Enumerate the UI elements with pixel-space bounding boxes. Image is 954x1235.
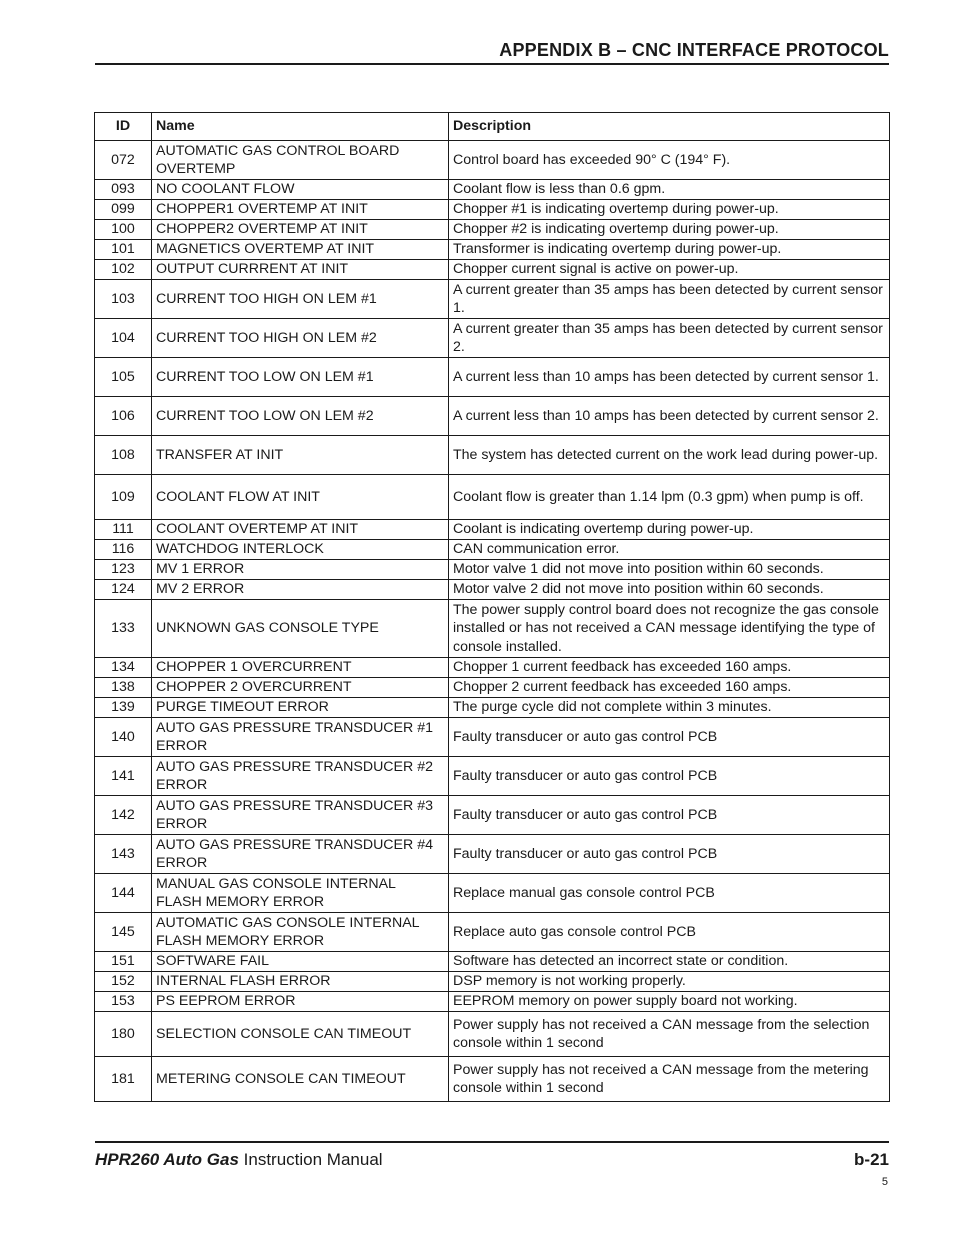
table-row xyxy=(95,180,890,200)
code-id-cell: 104 xyxy=(95,319,152,358)
code-description-cell: A current greater than 35 amps has been detected by current sensor 1. xyxy=(449,280,890,319)
code-name-cell: CURRENT TOO HIGH ON LEM #2 xyxy=(152,319,449,358)
code-description-cell: Transformer is indicating overtemp during power-up. xyxy=(449,240,890,260)
code-id-cell: 151 xyxy=(95,952,152,972)
table-row xyxy=(95,397,890,436)
code-id-cell: 134 xyxy=(95,658,152,678)
code-name-cell: CHOPPER2 OVERTEMP AT INIT xyxy=(152,220,449,240)
code-name-cell: MANUAL GAS CONSOLE INTERNAL FLASH MEMORY ERROR xyxy=(152,874,449,913)
table-row xyxy=(95,913,890,952)
code-name-cell: AUTOMATIC GAS CONTROL BOARD OVERTEMP xyxy=(152,141,449,180)
code-name-cell: AUTO GAS PRESSURE TRANSDUCER #4 ERROR xyxy=(152,835,449,874)
code-id-cell: 133 xyxy=(95,600,152,658)
code-name-cell: UNKNOWN GAS CONSOLE TYPE xyxy=(152,600,449,658)
table-row xyxy=(95,796,890,835)
code-name-cell: COOLANT OVERTEMP AT INIT xyxy=(152,520,449,540)
code-id-cell: 144 xyxy=(95,874,152,913)
footer-page-label: b-21 xyxy=(854,1150,889,1169)
code-description-cell: DSP memory is not working properly. xyxy=(449,972,890,992)
code-name-cell: PS EEPROM ERROR xyxy=(152,992,449,1012)
code-description-cell: Coolant is indicating overtemp during power-up. xyxy=(449,520,890,540)
table-row xyxy=(95,358,890,397)
code-id-cell: 124 xyxy=(95,580,152,600)
code-description-cell: Power supply has not received a CAN message from the metering console within 1 second xyxy=(449,1057,890,1102)
table-row xyxy=(95,280,890,319)
table-row xyxy=(95,952,890,972)
code-name-cell: NO COOLANT FLOW xyxy=(152,180,449,200)
table-row xyxy=(95,240,890,260)
code-description-cell: Software has detected an incorrect state or condition. xyxy=(449,952,890,972)
code-description-cell: EEPROM memory on power supply board not working. xyxy=(449,992,890,1012)
code-description-cell: Control board has exceeded 90° C (194° F). xyxy=(449,141,890,180)
code-id-cell: 072 xyxy=(95,141,152,180)
page-header-title: APPENDIX B – CNC INTERFACE PROTOCOL xyxy=(499,40,889,60)
code-name-cell: WATCHDOG INTERLOCK xyxy=(152,540,449,560)
table-row xyxy=(95,835,890,874)
code-name-cell: CURRENT TOO HIGH ON LEM #1 xyxy=(152,280,449,319)
table-row xyxy=(95,600,890,658)
code-name-cell: CHOPPER 1 OVERCURRENT xyxy=(152,658,449,678)
table-row xyxy=(95,560,890,580)
code-description-cell: Motor valve 2 did not move into position within 60 seconds. xyxy=(449,580,890,600)
code-name-cell: MV 1 ERROR xyxy=(152,560,449,580)
code-description-cell: A current greater than 35 amps has been detected by current sensor 2. xyxy=(449,319,890,358)
code-id-cell: 180 xyxy=(95,1012,152,1057)
code-description-cell: Replace manual gas console control PCB xyxy=(449,874,890,913)
code-id-cell: 152 xyxy=(95,972,152,992)
code-name-cell: COOLANT FLOW AT INIT xyxy=(152,475,449,520)
code-id-cell: 116 xyxy=(95,540,152,560)
table-row xyxy=(95,874,890,913)
column-header-id: ID xyxy=(95,113,152,141)
code-id-cell: 153 xyxy=(95,992,152,1012)
table-row xyxy=(95,520,890,540)
table-row xyxy=(95,698,890,718)
table-row xyxy=(95,1012,890,1057)
code-id-cell: 143 xyxy=(95,835,152,874)
column-header-name: Name xyxy=(152,113,449,141)
code-id-cell: 103 xyxy=(95,280,152,319)
table-row xyxy=(95,475,890,520)
code-id-cell: 100 xyxy=(95,220,152,240)
code-description-cell: Motor valve 1 did not move into position within 60 seconds. xyxy=(449,560,890,580)
code-id-cell: 102 xyxy=(95,260,152,280)
code-name-cell: SOFTWARE FAIL xyxy=(152,952,449,972)
code-description-cell: Coolant flow is less than 0.6 gpm. xyxy=(449,180,890,200)
code-id-cell: 142 xyxy=(95,796,152,835)
code-name-cell: PURGE TIMEOUT ERROR xyxy=(152,698,449,718)
sheet-number: 5 xyxy=(881,1176,888,1188)
code-description-cell: A current less than 10 amps has been detected by current sensor 1. xyxy=(449,358,890,397)
code-id-cell: 139 xyxy=(95,698,152,718)
table-row xyxy=(95,200,890,220)
error-code-table xyxy=(94,112,890,1102)
table-row xyxy=(95,718,890,757)
code-id-cell: 093 xyxy=(95,180,152,200)
table-row xyxy=(95,220,890,240)
code-id-cell: 101 xyxy=(95,240,152,260)
table-row xyxy=(95,972,890,992)
code-name-cell: SELECTION CONSOLE CAN TIMEOUT xyxy=(152,1012,449,1057)
code-id-cell: 138 xyxy=(95,678,152,698)
table-row xyxy=(95,436,890,475)
footer-manual-title xyxy=(95,1150,383,1170)
footer-rule xyxy=(95,1141,889,1143)
code-name-cell: AUTO GAS PRESSURE TRANSDUCER #2 ERROR xyxy=(152,757,449,796)
code-description-cell: The purge cycle did not complete within 3 minutes. xyxy=(449,698,890,718)
code-description-cell: Coolant flow is greater than 1.14 lpm (0.3 gpm) when pump is off. xyxy=(449,475,890,520)
code-name-cell: AUTOMATIC GAS CONSOLE INTERNAL FLASH MEMORY ERROR xyxy=(152,913,449,952)
code-name-cell: OUTPUT CURRRENT AT INIT xyxy=(152,260,449,280)
code-name-cell: MAGNETICS OVERTEMP AT INIT xyxy=(152,240,449,260)
code-description-cell: Chopper #2 is indicating overtemp during power-up. xyxy=(449,220,890,240)
code-id-cell: 106 xyxy=(95,397,152,436)
code-name-cell: INTERNAL FLASH ERROR xyxy=(152,972,449,992)
table-header-row xyxy=(95,113,890,141)
code-id-cell: 140 xyxy=(95,718,152,757)
table-row xyxy=(95,658,890,678)
code-id-cell: 099 xyxy=(95,200,152,220)
code-description-cell: CAN communication error. xyxy=(449,540,890,560)
header-rule xyxy=(95,63,889,65)
code-name-cell: CURRENT TOO LOW ON LEM #2 xyxy=(152,397,449,436)
code-name-cell: METERING CONSOLE CAN TIMEOUT xyxy=(152,1057,449,1102)
code-description-cell: Faulty transducer or auto gas control PCB xyxy=(449,718,890,757)
code-id-cell: 181 xyxy=(95,1057,152,1102)
code-description-cell: Power supply has not received a CAN message from the selection console within 1 second xyxy=(449,1012,890,1057)
table-row xyxy=(95,757,890,796)
code-id-cell: 109 xyxy=(95,475,152,520)
table-row xyxy=(95,141,890,180)
code-description-cell: Chopper #1 is indicating overtemp during power-up. xyxy=(449,200,890,220)
table-row xyxy=(95,678,890,698)
code-description-cell: Chopper 2 current feedback has exceeded 160 amps. xyxy=(449,678,890,698)
footer-product-name: HPR260 Auto Gas xyxy=(95,1150,239,1169)
table-row xyxy=(95,319,890,358)
code-name-cell: CHOPPER1 OVERTEMP AT INIT xyxy=(152,200,449,220)
code-id-cell: 145 xyxy=(95,913,152,952)
code-description-cell: Chopper 1 current feedback has exceeded 160 amps. xyxy=(449,658,890,678)
code-name-cell: MV 2 ERROR xyxy=(152,580,449,600)
code-id-cell: 123 xyxy=(95,560,152,580)
code-id-cell: 111 xyxy=(95,520,152,540)
code-description-cell: Faulty transducer or auto gas control PCB xyxy=(449,757,890,796)
code-description-cell: Faulty transducer or auto gas control PCB xyxy=(449,796,890,835)
code-description-cell: A current less than 10 amps has been detected by current sensor 2. xyxy=(449,397,890,436)
table-row xyxy=(95,540,890,560)
column-header-description: Description xyxy=(449,113,890,141)
code-description-cell: Faulty transducer or auto gas control PCB xyxy=(449,835,890,874)
code-description-cell: The power supply control board does not recognize the gas console installed or has not received a CAN message identifying the type of console installed. xyxy=(449,600,890,658)
code-name-cell: TRANSFER AT INIT xyxy=(152,436,449,475)
code-description-cell: Chopper current signal is active on power-up. xyxy=(449,260,890,280)
code-name-cell: AUTO GAS PRESSURE TRANSDUCER #1 ERROR xyxy=(152,718,449,757)
code-name-cell: AUTO GAS PRESSURE TRANSDUCER #3 ERROR xyxy=(152,796,449,835)
table-row xyxy=(95,992,890,1012)
code-name-cell: CHOPPER 2 OVERCURRENT xyxy=(152,678,449,698)
table-row xyxy=(95,580,890,600)
code-id-cell: 105 xyxy=(95,358,152,397)
code-id-cell: 141 xyxy=(95,757,152,796)
table-row xyxy=(95,1057,890,1102)
code-name-cell: CURRENT TOO LOW ON LEM #1 xyxy=(152,358,449,397)
code-id-cell: 108 xyxy=(95,436,152,475)
code-description-cell: Replace auto gas console control PCB xyxy=(449,913,890,952)
code-description-cell: The system has detected current on the work lead during power-up. xyxy=(449,436,890,475)
footer-doc-type: Instruction Manual xyxy=(238,1150,383,1169)
table-row xyxy=(95,260,890,280)
